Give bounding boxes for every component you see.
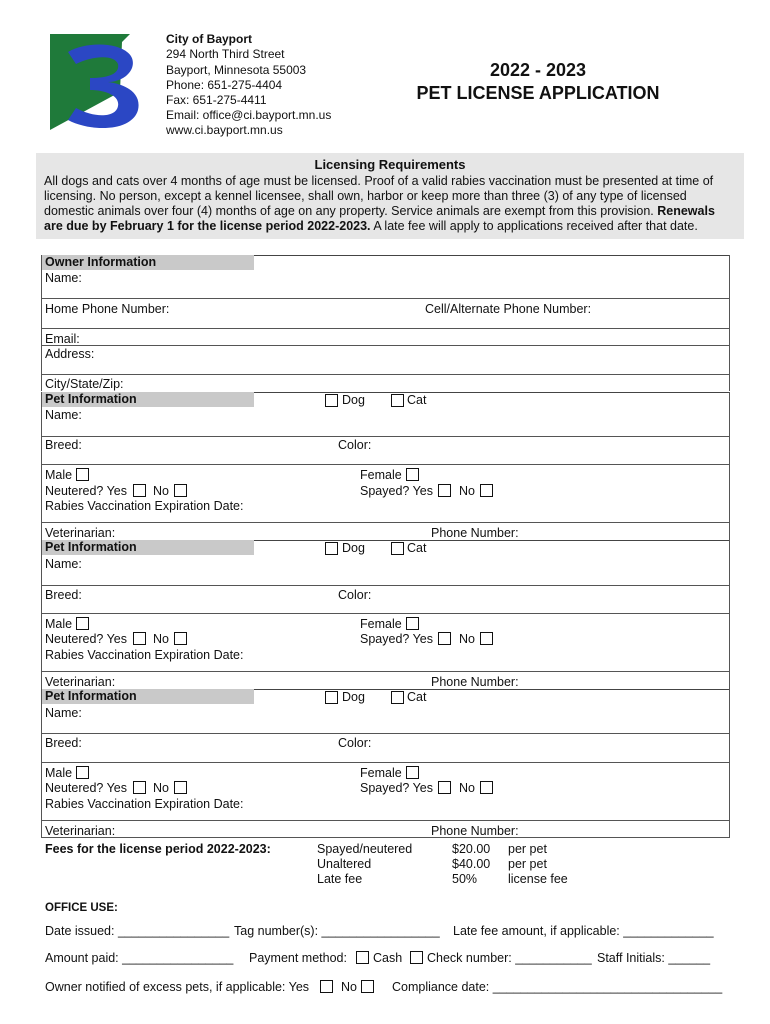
page-title: PET LICENSE APPLICATION bbox=[416, 83, 660, 103]
compliance-date-field[interactable]: Compliance date: _________________________________ bbox=[392, 980, 723, 994]
pet2-dog-checkbox[interactable] bbox=[325, 542, 338, 555]
fees-label: Fees for the license period 2022-2023: bbox=[45, 842, 271, 856]
renewal-deadline: are due by February 1 for the license period 2022-2023. bbox=[44, 219, 371, 233]
owner-right-border bbox=[729, 255, 730, 391]
owner-city-label: City/State/Zip: bbox=[45, 377, 124, 391]
pet3-name-line[interactable] bbox=[41, 733, 730, 734]
date-issued-field[interactable]: Date issued: ________________ bbox=[45, 924, 230, 938]
pet3-name-label: Name: bbox=[45, 706, 82, 720]
owner-phone-line[interactable] bbox=[41, 328, 730, 329]
pet3-dog-label: Dog bbox=[342, 690, 365, 704]
pet1-rabies-label: Rabies Vaccination Expiration Date: bbox=[45, 499, 244, 513]
pet1-female-label: Female bbox=[360, 468, 402, 482]
fee-amount-3: 50% bbox=[452, 872, 478, 886]
pet3-section-header: Pet Information bbox=[41, 689, 254, 704]
pet1-neutered-label: Neutered? Yes bbox=[45, 484, 128, 498]
pet1-dog-label: Dog bbox=[342, 393, 365, 407]
pet2-dog-label: Dog bbox=[342, 541, 365, 555]
pet1-phone-label: Phone Number: bbox=[431, 526, 519, 540]
amount-paid-field[interactable]: Amount paid: ________________ bbox=[45, 951, 234, 965]
owner-notified-label: Owner notified of excess pets, if applicable: Yes bbox=[45, 980, 310, 994]
address-line2: Bayport, Minnesota 55003 bbox=[166, 63, 307, 77]
pet1-spayed-label: Spayed? Yes bbox=[360, 484, 433, 498]
pet3-rabies-label: Rabies Vaccination Expiration Date: bbox=[45, 797, 244, 811]
cell-phone-label: Cell/Alternate Phone Number: bbox=[425, 302, 592, 316]
fax-line: Fax: 651-275-4411 bbox=[166, 93, 267, 107]
owner-notified-yes-checkbox[interactable] bbox=[320, 980, 333, 993]
pet3-male-checkbox[interactable] bbox=[76, 766, 89, 779]
pet1-spayed-no-label: No bbox=[459, 484, 475, 498]
pet1-neutered-yes-checkbox[interactable] bbox=[133, 484, 146, 497]
fee-unit-2: per pet bbox=[508, 857, 547, 871]
owner-email-label: Email: bbox=[45, 332, 80, 346]
pet3-right-border bbox=[729, 689, 730, 837]
fee-type-2: Unaltered bbox=[317, 857, 372, 871]
pet1-rabies-line[interactable] bbox=[41, 522, 730, 523]
home-phone-label: Home Phone Number: bbox=[45, 302, 170, 316]
requirements-line2: licensing. No person, except a kennel licensee, shall own, harbor or keep more than three (3) of any type of licensed bbox=[44, 189, 687, 203]
owner-section-header: Owner Information bbox=[41, 255, 254, 270]
check-checkbox[interactable] bbox=[410, 951, 423, 964]
owner-email-line[interactable] bbox=[41, 345, 730, 346]
bayport-logo bbox=[50, 34, 146, 130]
pet2-spayed-no-checkbox[interactable] bbox=[480, 632, 493, 645]
pet1-male-checkbox[interactable] bbox=[76, 468, 89, 481]
pet2-male-checkbox[interactable] bbox=[76, 617, 89, 630]
pet2-color-label: Color: bbox=[338, 588, 372, 602]
tag-numbers-field[interactable]: Tag number(s): _________________ bbox=[234, 924, 440, 938]
pet3-color-label: Color: bbox=[338, 736, 372, 750]
pet1-cat-checkbox[interactable] bbox=[391, 394, 404, 407]
fee-unit-3: license fee bbox=[508, 872, 568, 886]
pet3-rabies-line[interactable] bbox=[41, 820, 730, 821]
email-line: Email: office@ci.bayport.mn.us bbox=[166, 108, 332, 122]
pet2-neutered-label: Neutered? Yes bbox=[45, 632, 128, 646]
pet3-neutered-yes-checkbox[interactable] bbox=[133, 781, 146, 794]
pet3-spayed-no-checkbox[interactable] bbox=[480, 781, 493, 794]
pet1-cat-label: Cat bbox=[407, 393, 427, 407]
pet3-cat-label: Cat bbox=[407, 690, 427, 704]
pet3-neutered-no-label: No bbox=[153, 781, 169, 795]
pet2-neutered-no-label: No bbox=[153, 632, 169, 646]
check-number-field[interactable]: Check number: ___________ bbox=[427, 951, 592, 965]
pet1-name-line[interactable] bbox=[41, 436, 730, 437]
pet3-female-label: Female bbox=[360, 766, 402, 780]
pet1-breed-line[interactable] bbox=[41, 464, 730, 465]
pet2-female-label: Female bbox=[360, 617, 402, 631]
pet2-neutered-yes-checkbox[interactable] bbox=[133, 632, 146, 645]
fee-amount-1: $20.00 bbox=[452, 842, 491, 856]
fee-unit-1: per pet bbox=[508, 842, 547, 856]
pet3-male-label: Male bbox=[45, 766, 73, 780]
pet2-spayed-no-label: No bbox=[459, 632, 475, 646]
pet2-rabies-line[interactable] bbox=[41, 671, 730, 672]
pet2-cat-label: Cat bbox=[407, 541, 427, 555]
pet2-name-label: Name: bbox=[45, 557, 82, 571]
owner-notified-no-label: No bbox=[341, 980, 357, 994]
pet1-female-checkbox[interactable] bbox=[406, 468, 419, 481]
pet1-right-border bbox=[729, 392, 730, 540]
address-line1: 294 North Third Street bbox=[166, 47, 285, 61]
pet3-bottom-line bbox=[41, 837, 730, 838]
license-years: 2022 - 2023 bbox=[489, 60, 587, 80]
owner-name-label: Name: bbox=[45, 271, 82, 285]
late-fee-notice: A late fee will apply to applications received after that date. bbox=[370, 219, 698, 233]
cash-label: Cash bbox=[373, 951, 403, 965]
pet2-vet-label: Veterinarian: bbox=[45, 675, 116, 689]
pet2-spayed-yes-checkbox[interactable] bbox=[438, 632, 451, 645]
pet3-breed-line[interactable] bbox=[41, 762, 730, 763]
pet1-name-label: Name: bbox=[45, 408, 82, 422]
pet3-spayed-label: Spayed? Yes bbox=[360, 781, 433, 795]
pet3-left-border bbox=[41, 689, 42, 837]
pet2-right-border bbox=[729, 540, 730, 689]
pet1-left-border bbox=[41, 392, 42, 540]
renewals-notice: Renewals bbox=[657, 204, 715, 218]
org-name: City of Bayport bbox=[166, 32, 253, 46]
pet2-breed-line[interactable] bbox=[41, 613, 730, 614]
pet3-breed-label: Breed: bbox=[45, 736, 82, 750]
pet1-breed-label: Breed: bbox=[45, 438, 82, 452]
payment-method-label: Payment method: bbox=[249, 951, 347, 965]
requirements-line1: All dogs and cats over 4 months of age must be licensed. Proof of a valid rabies vaccination must be presented at time of bbox=[44, 174, 714, 188]
pet1-neutered-no-checkbox[interactable] bbox=[174, 484, 187, 497]
pet2-breed-label: Breed: bbox=[45, 588, 82, 602]
pet2-neutered-no-checkbox[interactable] bbox=[174, 632, 187, 645]
fee-type-1: Spayed/neutered bbox=[317, 842, 413, 856]
owner-left-border bbox=[41, 255, 42, 391]
requirements-line3-text: domestic animals over four (4) months of age on any property. Service animals are exempt from this provision. bbox=[44, 204, 658, 218]
fee-amount-2: $40.00 bbox=[452, 857, 491, 871]
owner-notified-no-checkbox[interactable] bbox=[361, 980, 374, 993]
pet3-neutered-label: Neutered? Yes bbox=[45, 781, 128, 795]
pet2-cat-checkbox[interactable] bbox=[391, 542, 404, 555]
fee-type-3: Late fee bbox=[317, 872, 363, 886]
phone-line: Phone: 651-275-4404 bbox=[166, 78, 283, 92]
owner-address-line[interactable] bbox=[41, 374, 730, 375]
web-line: www.ci.bayport.mn.us bbox=[166, 123, 283, 137]
requirements-line3 bbox=[44, 204, 715, 218]
pet1-vet-label: Veterinarian: bbox=[45, 526, 116, 540]
pet1-spayed-no-checkbox[interactable] bbox=[480, 484, 493, 497]
owner-address-label: Address: bbox=[45, 347, 95, 361]
pet3-phone-label: Phone Number: bbox=[431, 824, 519, 838]
office-use-heading: OFFICE USE: bbox=[45, 902, 118, 914]
cash-checkbox[interactable] bbox=[356, 951, 369, 964]
pet3-spayed-yes-checkbox[interactable] bbox=[438, 781, 451, 794]
pet3-female-checkbox[interactable] bbox=[406, 766, 419, 779]
pet1-spayed-yes-checkbox[interactable] bbox=[438, 484, 451, 497]
pet2-spayed-label: Spayed? Yes bbox=[360, 632, 433, 646]
requirements-heading: Licensing Requirements bbox=[314, 157, 466, 172]
pet1-color-label: Color: bbox=[338, 438, 372, 452]
owner-header-line bbox=[254, 255, 730, 270]
pet1-section-header: Pet Information bbox=[41, 392, 254, 407]
pet3-neutered-no-checkbox[interactable] bbox=[174, 781, 187, 794]
pet2-phone-label: Phone Number: bbox=[431, 675, 519, 689]
pet2-section-header: Pet Information bbox=[41, 540, 254, 555]
pet2-rabies-label: Rabies Vaccination Expiration Date: bbox=[45, 648, 244, 662]
pet2-left-border bbox=[41, 540, 42, 689]
staff-initials-field[interactable]: Staff Initials: ______ bbox=[597, 951, 711, 965]
pet3-dog-checkbox[interactable] bbox=[325, 691, 338, 704]
owner-name-line[interactable] bbox=[41, 298, 730, 299]
late-fee-field[interactable]: Late fee amount, if applicable: _____________ bbox=[453, 924, 714, 938]
requirements-line4 bbox=[44, 219, 698, 233]
pet3-cat-checkbox[interactable] bbox=[391, 691, 404, 704]
pet2-female-checkbox[interactable] bbox=[406, 617, 419, 630]
pet2-name-line[interactable] bbox=[41, 585, 730, 586]
pet3-vet-label: Veterinarian: bbox=[45, 824, 116, 838]
pet2-male-label: Male bbox=[45, 617, 73, 631]
pet1-dog-checkbox[interactable] bbox=[325, 394, 338, 407]
pet3-spayed-no-label: No bbox=[459, 781, 475, 795]
pet1-male-label: Male bbox=[45, 468, 73, 482]
pet1-neutered-no-label: No bbox=[153, 484, 169, 498]
